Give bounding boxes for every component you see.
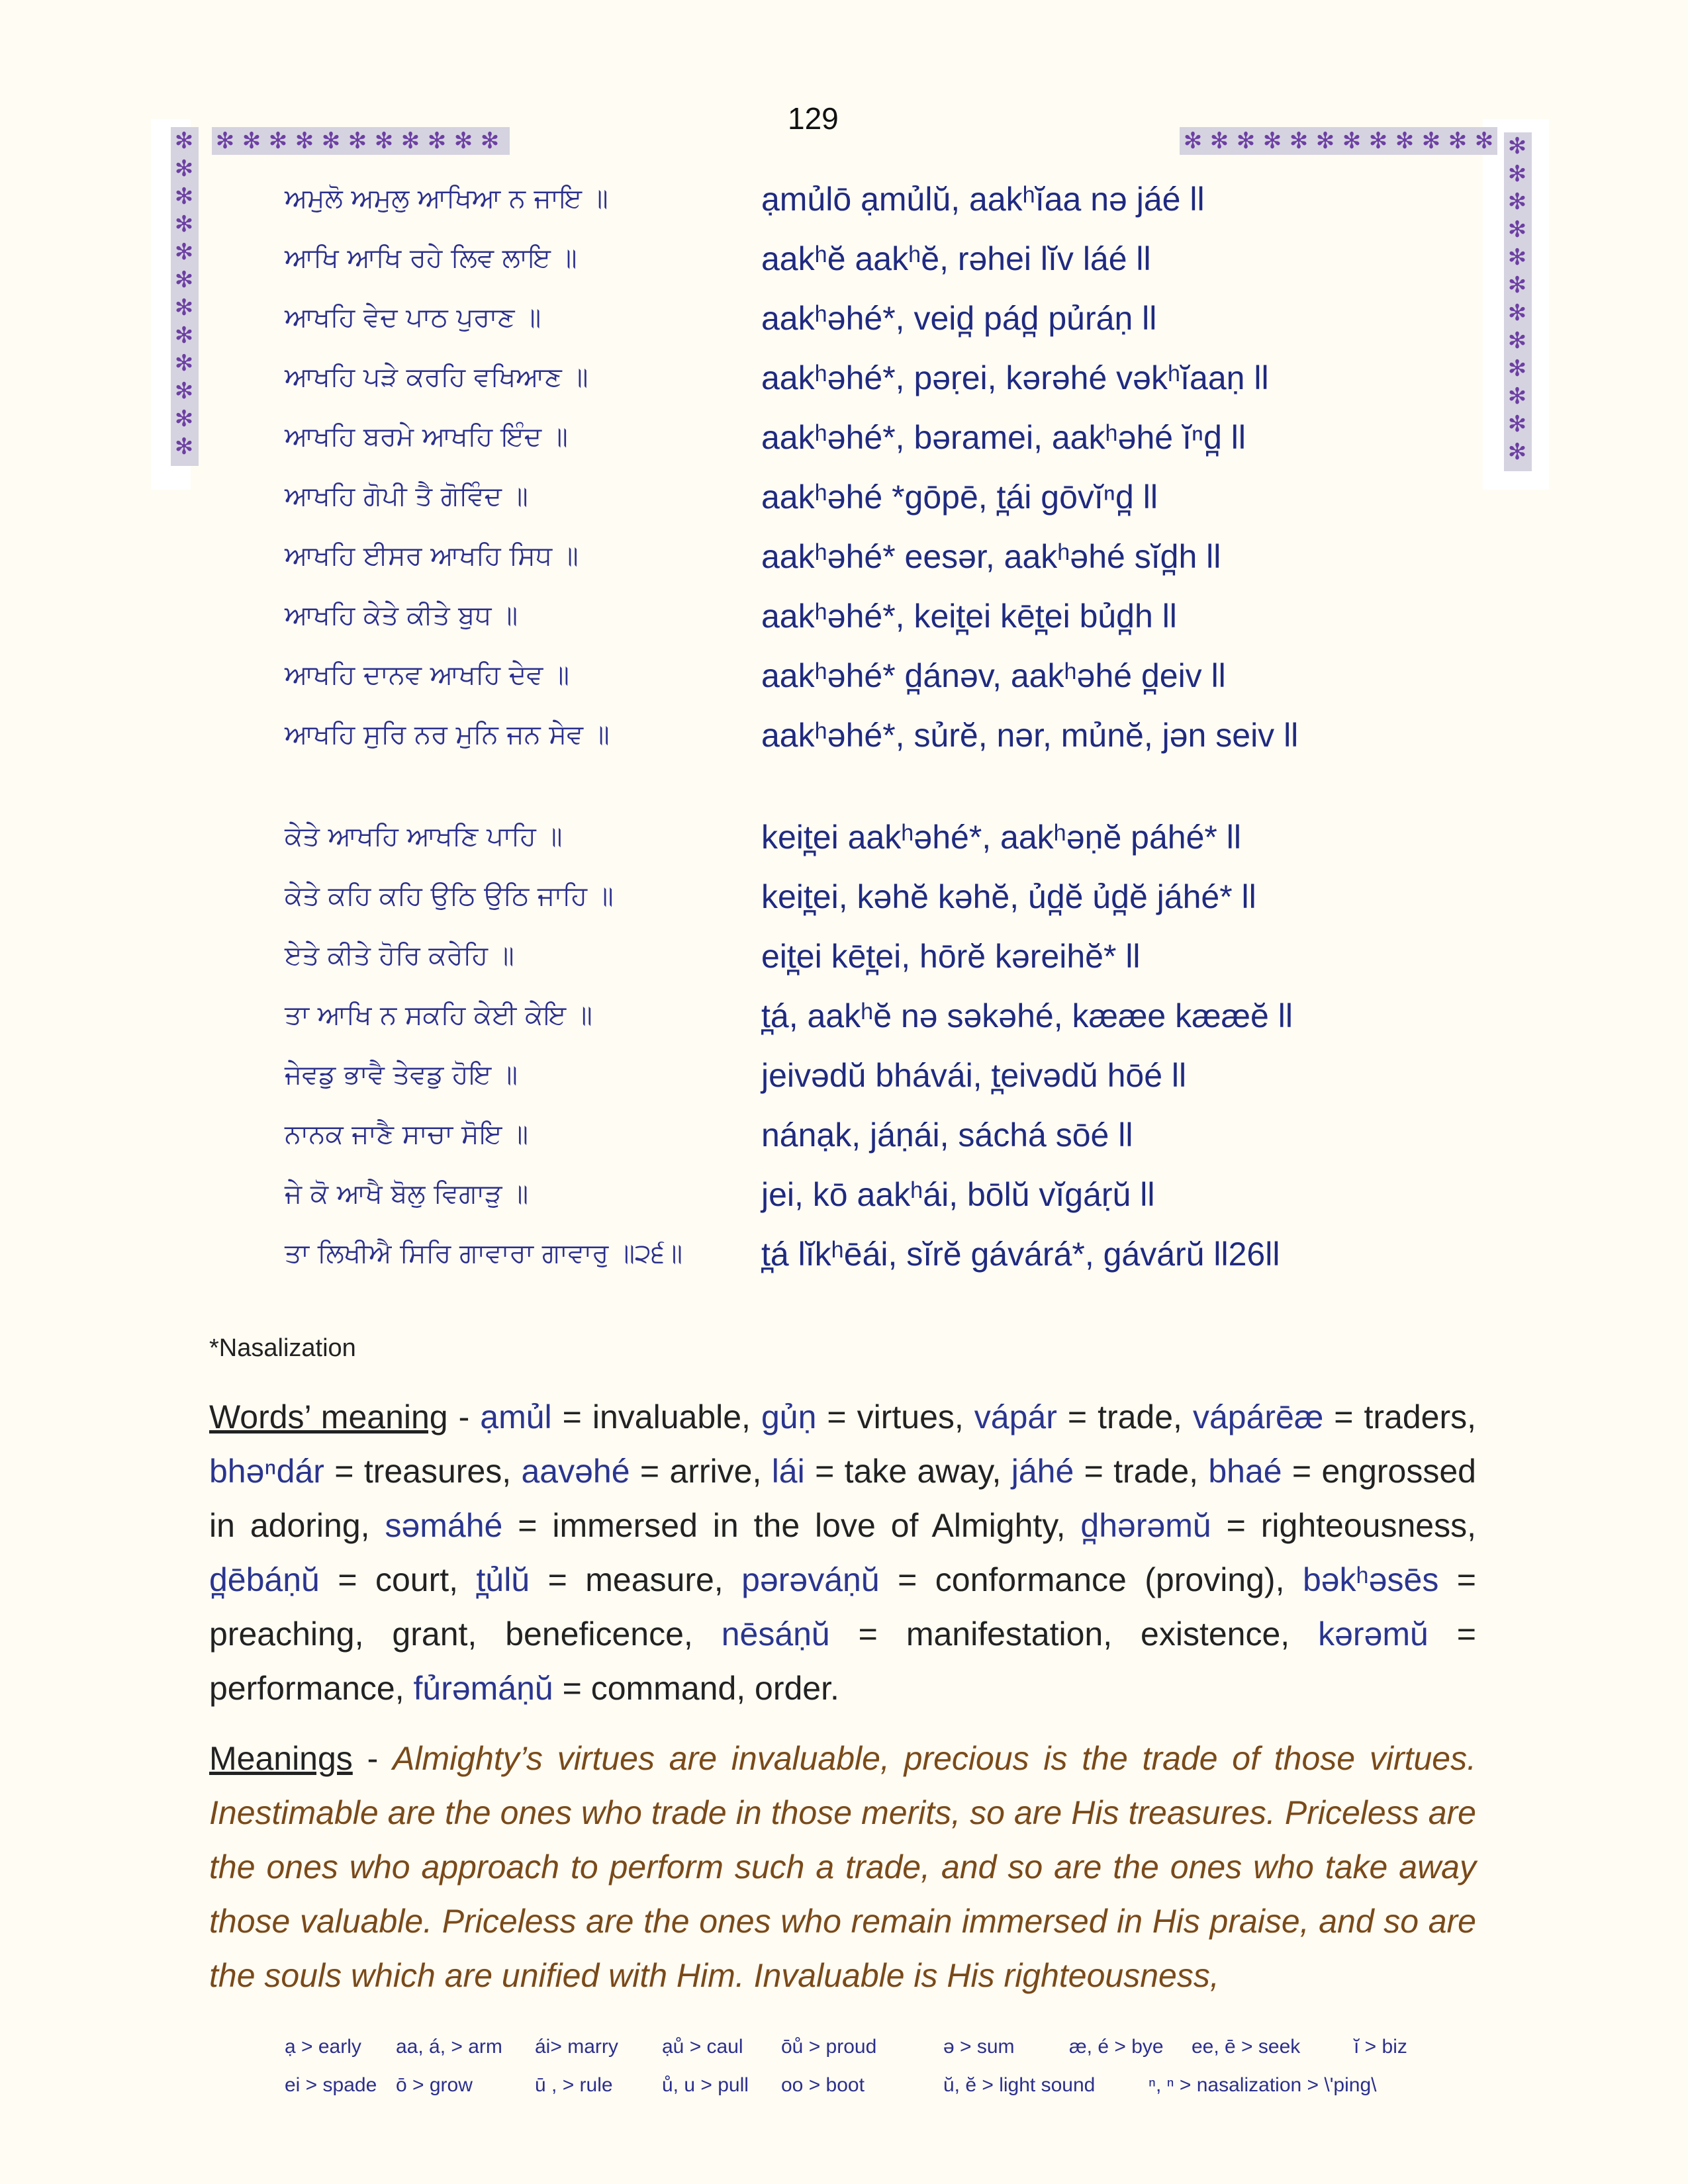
page-number: 129 <box>788 101 839 136</box>
verse-row <box>285 990 1410 1050</box>
glossary-term: vápár <box>974 1398 1057 1435</box>
flower-ornament-icon: ✻ <box>1395 128 1415 154</box>
legend-item: aa, á, > arm <box>396 2036 502 2058</box>
transliteration-line: keit̪ei, kəhĕ kəhĕ, ủd̪ĕ ủd̪ĕ jáhé* ll <box>761 878 1256 915</box>
flower-ornament-icon: ✻ <box>174 267 194 293</box>
transliteration-line: ạmủlō ạmủlŭ, aakʰĭaa nə jáé ll <box>761 181 1205 218</box>
flower-ornament-icon: ✻ <box>1315 128 1335 154</box>
legend-item: ĭ > biz <box>1354 2036 1407 2058</box>
verse-row <box>285 871 1410 931</box>
gurmukhi-line: ਅਮੁਲੋ ਅਮੁਲੁ ਆਖਿਆ ਨ ਜਾਇ ॥ <box>285 183 608 214</box>
verse-row <box>285 1050 1410 1109</box>
legend-item: ái> marry <box>535 2036 618 2058</box>
verse-row <box>285 412 1410 471</box>
transliteration-line: aakʰəhé* eesər, aakʰəhé sĭd̪h ll <box>761 538 1221 575</box>
gurmukhi-line: ਆਖਹਿ ਦਾਨਵ ਆਖਹਿ ਦੇਵ ॥ <box>285 660 569 690</box>
verse-row <box>285 173 1410 233</box>
flower-ornament-icon: ✻ <box>215 128 235 154</box>
glossary-meaning: manifestation, existence <box>906 1615 1281 1653</box>
legend-item: ū , > rule <box>535 2074 613 2096</box>
verse-row <box>285 531 1410 590</box>
verse-row <box>285 811 1410 871</box>
glossary-term: səmáhé <box>385 1507 503 1544</box>
verse-row <box>285 931 1410 990</box>
flower-ornament-icon: ✻ <box>1342 128 1362 154</box>
flower-ornament-icon: ✻ <box>1421 128 1441 154</box>
verse-row <box>285 709 1410 811</box>
legend-item: ei > spade <box>285 2074 377 2096</box>
glossary-meaning: performance <box>209 1670 395 1707</box>
flower-ornament-icon: ✻ <box>1448 128 1468 154</box>
transliteration-line: t̪á, aakʰĕ nə səkəhé, kææe kææĕ ll <box>761 997 1293 1034</box>
glossary-term: bhəⁿdár <box>209 1453 324 1490</box>
verse-row <box>285 1109 1410 1169</box>
legend-item: ů, u > pull <box>662 2074 749 2096</box>
flower-ornament-icon: ✻ <box>1289 128 1309 154</box>
glossary-meaning: immersed in the love of Almighty <box>552 1507 1056 1544</box>
gurmukhi-line: ਆਖਹਿ ਪੜੇ ਕਰਹਿ ਵਖਿਆਣ ॥ <box>285 362 588 392</box>
glossary-meaning: engrossed in adoring <box>209 1453 1476 1544</box>
transliteration-line: aakʰəhé*, bəramei, aakʰəhé ĭⁿd̪ ll <box>761 419 1246 456</box>
transliteration-line: aakʰəhé*, keit̪ei kēt̪ei bủd̪h ll <box>761 598 1177 635</box>
glossary-meaning: invaluable <box>592 1398 742 1435</box>
verse-row <box>285 650 1410 709</box>
transliteration-line: jeivədŭ bhávái, t̪eivədŭ hōé ll <box>761 1057 1187 1094</box>
flower-ornament-icon: ✻ <box>1507 245 1527 270</box>
flower-ornament-icon: ✻ <box>1507 328 1527 353</box>
flower-ornament-icon: ✻ <box>174 351 194 376</box>
gurmukhi-line: ਆਖਿ ਆਖਿ ਰਹੇ ਲਿਵ ਲਾਇ ॥ <box>285 243 577 273</box>
legend-item: ə > sum <box>943 2036 1015 2058</box>
gurmukhi-line: ਆਖਹਿ ਸੁਰਿ ਨਰ ਮੁਨਿ ਜਨ ਸੇਵ ॥ <box>285 719 610 750</box>
gurmukhi-line: ਆਖਹਿ ਈਸਰ ਆਖਹਿ ਸਿਧ ॥ <box>285 541 579 571</box>
flower-ornament-icon: ✻ <box>1507 300 1527 326</box>
transliteration-line: aakʰəhé *gōpē, t̪ái gōvĭⁿd̪ ll <box>761 478 1158 516</box>
flower-ornament-icon: ✻ <box>174 240 194 265</box>
flower-ornament-icon: ✻ <box>174 434 194 459</box>
glossary-meaning: arrive <box>669 1453 753 1490</box>
glossary-meaning: treasures <box>363 1453 502 1490</box>
flower-ornament-icon: ✻ <box>1507 439 1527 465</box>
words-meaning-entries: ạmủl = invaluable, gủṇ = virtues, vápár = trade, vápárēæ = traders, bhəⁿdár = treasures, aavəhé = arrive, lái = take away, jáhé = trade, bhaé = engrossed in adoring, səmáhé = immersed in the love of Almighty, d̪hərəmŭ = righteousness, d̪ēbáṇŭ = court, t̪ủlŭ = measure, pərəváṇŭ = conformance (proving), bəkʰəsēs = preaching, grant, beneficence, nēsáṇŭ = manifestation, existence, kərəmŭ = performance, fủrəmáṇŭ = command, order. <box>209 1398 1477 1707</box>
meanings-paragraph <box>209 1731 1476 2003</box>
verse-row <box>285 1169 1410 1228</box>
gurmukhi-line: ਆਖਹਿ ਬਰਮੇ ਆਖਹਿ ਇੰਦ ॥ <box>285 422 568 452</box>
words-meaning-paragraph <box>209 1390 1476 1715</box>
transliteration-line: nánạk, jáṇái, sáchá sōé ll <box>761 1116 1133 1154</box>
flower-ornament-icon: ✻ <box>427 128 447 154</box>
transliteration-line: aakʰĕ aakʰĕ, rəhei lĭv láé ll <box>761 240 1151 277</box>
verse-row <box>285 471 1410 531</box>
legend-row <box>285 2028 1450 2066</box>
border-top-left <box>212 127 510 155</box>
glossary-term: bəkʰəsēs <box>1302 1561 1439 1598</box>
transliteration-line: aakʰəhé* d̪ánəv, aakʰəhé d̪eiv ll <box>761 657 1226 694</box>
flower-ornament-icon: ✻ <box>1507 134 1527 159</box>
glossary-term: nēsáṇŭ <box>721 1615 830 1653</box>
separator: - <box>352 1740 393 1777</box>
legend-item: ō > grow <box>396 2074 473 2096</box>
glossary-term: d̪hərəmŭ <box>1080 1507 1211 1544</box>
flower-ornament-icon: ✻ <box>295 128 314 154</box>
flower-ornament-icon: ✻ <box>453 128 473 154</box>
glossary-term: t̪ủlŭ <box>476 1561 530 1598</box>
flower-ornament-icon: ✻ <box>1507 161 1527 187</box>
glossary-term: d̪ēbáṇŭ <box>209 1561 320 1598</box>
verse-list <box>285 173 1410 1314</box>
pronunciation-legend <box>285 2028 1450 2105</box>
flower-ornament-icon: ✻ <box>1474 128 1494 154</box>
glossary-meaning: virtues <box>857 1398 955 1435</box>
verse-row <box>285 352 1410 412</box>
legend-item: ee, ē > seek <box>1192 2036 1301 2058</box>
glossary-meaning: trade <box>1113 1453 1190 1490</box>
glossary-term: ạmủl <box>480 1398 552 1435</box>
legend-item: ạů > caul <box>662 2036 743 2058</box>
glossary-meaning: measure <box>585 1561 714 1598</box>
transliteration-line: jei, kō aakʰái, bōlŭ vĭgáṛŭ ll <box>761 1176 1155 1213</box>
flower-ornament-icon: ✻ <box>174 184 194 209</box>
flower-ornament-icon: ✻ <box>348 128 367 154</box>
flower-ornament-icon: ✻ <box>1209 128 1229 154</box>
gurmukhi-line: ਆਖਹਿ ਗੋਪੀ ਤੈ ਗੋਵਿੰਦ ॥ <box>285 481 528 512</box>
footnote: *Nasalization <box>209 1334 356 1362</box>
border-right-column <box>1504 132 1532 471</box>
glossary-meaning: command, order. <box>590 1670 839 1707</box>
transliteration-line: aakʰəhé*, veid̪ pád̪ pủráṇ ll <box>761 300 1157 337</box>
flower-ornament-icon: ✻ <box>174 156 194 181</box>
flower-ornament-icon: ✻ <box>174 128 194 154</box>
glossary-meaning: trade <box>1098 1398 1174 1435</box>
flower-ornament-icon: ✻ <box>1183 128 1203 154</box>
legend-item: oo > boot <box>781 2074 865 2096</box>
flower-ornament-icon: ✻ <box>1236 128 1256 154</box>
transliteration-line: t̪á lĭkʰēái, sĭrĕ gávárá*, gávárŭ ll26ll <box>761 1236 1280 1273</box>
flower-ornament-icon: ✻ <box>1507 356 1527 381</box>
glossary-term: aavəhé <box>521 1453 630 1490</box>
glossary-term: pərəváṇŭ <box>741 1561 880 1598</box>
gurmukhi-line: ਜੇਵਡੁ ਭਾਵੈ ਤੇਵਡੁ ਹੋਇ ॥ <box>285 1060 518 1090</box>
glossary-meaning: preaching, grant, beneficence <box>209 1615 684 1653</box>
glossary-meaning: take away <box>844 1453 992 1490</box>
meanings-heading: Meanings <box>209 1740 353 1777</box>
gurmukhi-line: ਆਖਹਿ ਵੇਦ ਪਾਠ ਪੁਰਾਣ ॥ <box>285 302 541 333</box>
verse-row <box>285 1228 1410 1314</box>
flower-ornament-icon: ✻ <box>400 128 420 154</box>
glossary-term: lái <box>771 1453 805 1490</box>
flower-ornament-icon: ✻ <box>1507 189 1527 214</box>
gurmukhi-line: ਆਖਹਿ ਕੇਤੇ ਕੀਤੇ ਬੁਧ ॥ <box>285 600 518 631</box>
transliteration-line: keit̪ei aakʰəhé*, aakʰəṇĕ páhé* ll <box>761 819 1241 856</box>
flower-ornament-icon: ✻ <box>1262 128 1282 154</box>
flower-ornament-icon: ✻ <box>374 128 394 154</box>
flower-ornament-icon: ✻ <box>174 323 194 348</box>
verse-row <box>285 293 1410 352</box>
verse-row <box>285 590 1410 650</box>
glossary-meaning: traders <box>1364 1398 1468 1435</box>
glossary-term: bhaé <box>1208 1453 1282 1490</box>
glossary-term: vápárēæ <box>1192 1398 1324 1435</box>
gurmukhi-line: ਕੇਤੇ ਆਖਹਿ ਆਖਣਿ ਪਾਹਿ ॥ <box>285 821 563 852</box>
legend-item: æ, é > bye <box>1069 2036 1164 2058</box>
border-top-right <box>1180 127 1497 155</box>
flower-ornament-icon: ✻ <box>321 128 341 154</box>
flower-ornament-icon: ✻ <box>174 406 194 432</box>
legend-item: ạ > early <box>285 2036 361 2058</box>
words-meaning-heading: Words’ meaning <box>209 1398 448 1435</box>
transliteration-line: aakʰəhé*, sủrĕ, nər, mủnĕ, jən seiv ll <box>761 717 1299 754</box>
glossary-meaning: conformance (proving) <box>935 1561 1276 1598</box>
flower-ornament-icon: ✻ <box>480 128 500 154</box>
gurmukhi-line: ਏਤੇ ਕੀਤੇ ਹੋਰਿ ਕਰੇਹਿ ॥ <box>285 940 514 971</box>
glossary-term: fủrəmáṇŭ <box>413 1670 553 1707</box>
verse-row <box>285 233 1410 293</box>
gurmukhi-line: ਤਾ ਆਖਿ ਨ ਸਕਹਿ ਕੇਈ ਕੇਇ ॥ <box>285 1000 592 1030</box>
gurmukhi-line: ਕੇਤੇ ਕਹਿ ਕਹਿ ਉਠਿ ਉਠਿ ਜਾਹਿ ॥ <box>285 881 614 911</box>
gurmukhi-line: ਜੇ ਕੋ ਆਖੈ ਬੋਲੁ ਵਿਗਾੜੁ ॥ <box>285 1179 529 1209</box>
legend-row <box>285 2066 1450 2105</box>
flower-ornament-icon: ✻ <box>174 379 194 404</box>
flower-ornament-icon: ✻ <box>1507 273 1527 298</box>
glossary-term: gủṇ <box>761 1398 817 1435</box>
glossary-meaning: court <box>375 1561 449 1598</box>
legend-item: ōů > proud <box>781 2036 877 2058</box>
meanings-text: Almighty’s virtues are invaluable, precious is the trade of those virtues. Inestimable are the ones who trade in those merits, so are His treasures. Priceless are the ones who approach to perform such a trade, and so are the ones who take away those valuable. Priceless are the ones who remain immersed in His praise, and so are the souls which are unified with Him. Invaluable is His righteousness, <box>209 1740 1476 1994</box>
flower-ornament-icon: ✻ <box>1507 412 1527 437</box>
legend-item: ⁿ, ⁿ > nasalization > \'ping\ <box>1149 2074 1377 2096</box>
legend-item: ŭ, ĕ > light sound <box>943 2074 1096 2096</box>
gurmukhi-line: ਨਾਨਕ ਜਾਣੈ ਸਾਚਾ ਸੋਇ ॥ <box>285 1119 529 1150</box>
flower-ornament-icon: ✻ <box>174 295 194 320</box>
flower-ornament-icon: ✻ <box>1368 128 1388 154</box>
transliteration-line: aakʰəhé*, pəṛei, kərəhé vəkʰĭaaṇ ll <box>761 359 1269 396</box>
flower-ornament-icon: ✻ <box>268 128 288 154</box>
flower-ornament-icon: ✻ <box>242 128 261 154</box>
glossary-term: kərəmŭ <box>1318 1615 1429 1653</box>
border-left-column <box>171 127 199 466</box>
separator: - <box>447 1398 481 1435</box>
gurmukhi-line: ਤਾ ਲਿਖੀਐ ਸਿਰਿ ਗਾਵਾਰਾ ਗਾਵਾਰੁ ॥੨੬॥ <box>285 1238 683 1269</box>
glossary-meaning: righteousness <box>1260 1507 1468 1544</box>
transliteration-line: eit̪ei kēt̪ei, hōrĕ kəreihĕ* ll <box>761 938 1141 975</box>
flower-ornament-icon: ✻ <box>174 212 194 237</box>
flower-ornament-icon: ✻ <box>1507 217 1527 242</box>
flower-ornament-icon: ✻ <box>1507 384 1527 409</box>
glossary-term: jáhé <box>1011 1453 1074 1490</box>
